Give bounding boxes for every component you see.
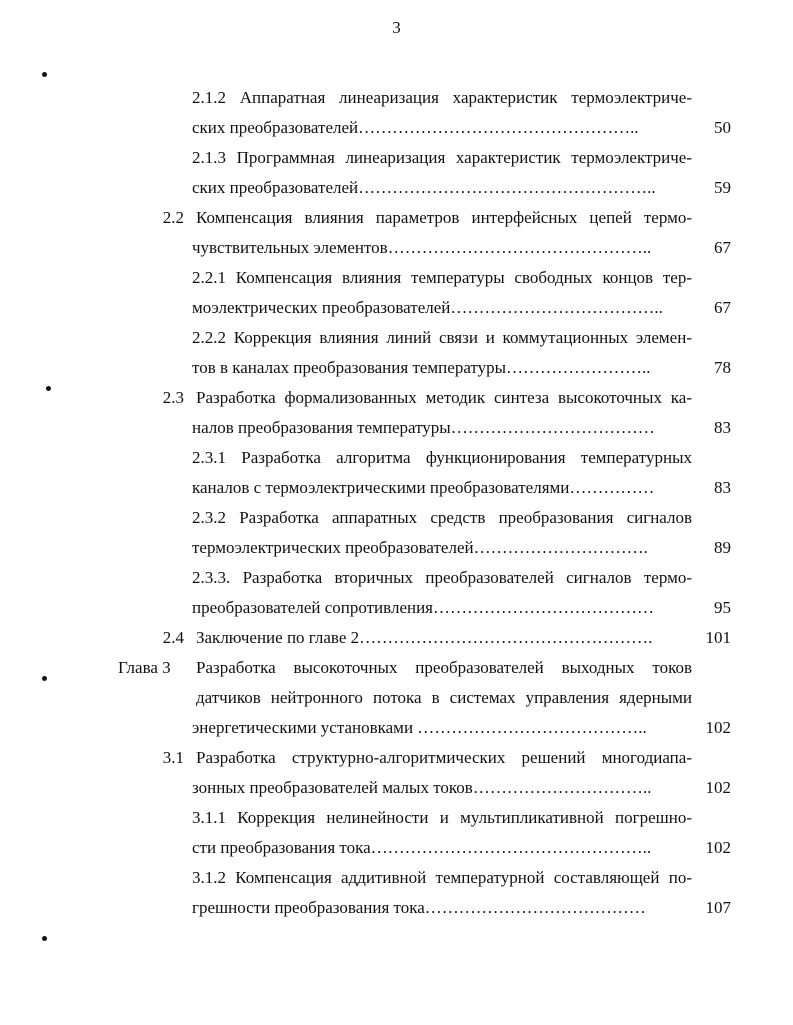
toc-entry-line: 3.1.2 Компенсация аддитивной температурной составляющей по-	[192, 868, 692, 887]
toc-entry-page: 102	[705, 838, 731, 857]
toc-entry-page: 95	[714, 598, 731, 617]
toc-entry-page: 102	[705, 718, 731, 737]
toc-entry-line: 2.1.3 Программная линеаризация характеристик термоэлектриче-	[192, 148, 692, 167]
toc-entry-line: преобразователей сопротивления…………………………………	[192, 598, 655, 617]
toc-entry-line: 2.2.2 Коррекция влияния линий связи и коммутационных элемен-	[192, 328, 692, 347]
toc-entry-number: Глава 3	[118, 658, 171, 677]
toc-entry-page: 89	[714, 538, 731, 557]
toc-entry-page: 83	[714, 418, 731, 437]
toc-entry-line: ских преобразователей……………………………………………..	[192, 178, 656, 197]
toc-entry-number: 2.4	[162, 628, 184, 647]
toc-entry-line: моэлектрических преобразователей………………………………..	[192, 298, 663, 317]
toc-entry-page: 59	[714, 178, 731, 197]
toc-entry-line: 2.1.2 Аппаратная линеаризация характеристик термоэлектриче-	[192, 88, 692, 107]
toc-entry-page: 83	[714, 478, 731, 497]
toc-entry-line: налов преобразования температуры………………………………	[192, 418, 655, 437]
toc-entry-page: 67	[714, 238, 731, 257]
toc-entry-number: 2.3	[162, 388, 184, 407]
toc-entry-page: 107	[705, 898, 731, 917]
toc-entry-line: Разработка формализованных методик синтеза высокоточных ка-	[196, 388, 692, 407]
toc-entry-line: зонных преобразователей малых токов…………………………..	[192, 778, 652, 797]
toc-entry-line: термоэлектрических преобразователей………………………….	[192, 538, 648, 557]
toc-entry-line: 2.3.2 Разработка аппаратных средств преобразования сигналов	[192, 508, 692, 527]
margin-dot	[46, 386, 51, 391]
toc-entry-line: Заключение по главе 2…………………………………………….	[196, 628, 653, 647]
toc-entry-number: 2.2	[162, 208, 184, 227]
toc-entry-number: 3.1	[162, 748, 184, 767]
toc-entry-line: Разработка высокоточных преобразователей выходных токов	[196, 658, 692, 677]
toc-entry-page: 78	[714, 358, 731, 377]
toc-entry-line: Компенсация влияния параметров интерфейсных цепей термо-	[196, 208, 692, 227]
page-number: 3	[392, 18, 401, 37]
toc-entry-line: каналов с термоэлектрическими преобразователями……………	[192, 478, 655, 497]
margin-dot	[42, 676, 47, 681]
toc-entry-line: тов в каналах преобразования температуры……………………..	[192, 358, 651, 377]
toc-entry-line: 3.1.1 Коррекция нелинейности и мультипликативной погрешно-	[192, 808, 692, 827]
margin-dot	[42, 72, 47, 77]
toc-entry-page: 67	[714, 298, 731, 317]
toc-entry-line: 2.3.1 Разработка алгоритма функционирования температурных	[192, 448, 692, 467]
toc-entry-line: чувствительных элементов………………………………………..	[192, 238, 652, 257]
toc-entry-page: 102	[705, 778, 731, 797]
toc-entry-line: 2.3.3. Разработка вторичных преобразователей сигналов термо-	[192, 568, 692, 587]
margin-dot	[42, 936, 47, 941]
toc-entry-page: 101	[705, 628, 731, 647]
toc-entry-line: сти преобразования тока…………………………………………..	[192, 838, 652, 857]
toc-entry-line: 2.2.1 Компенсация влияния температуры свободных концов тер-	[192, 268, 692, 287]
toc-entry-line: ских преобразователей…………………………………………..	[192, 118, 639, 137]
toc-entry-line: Разработка структурно-алгоритмических решений многодиапа-	[196, 748, 692, 767]
toc-entry-page: 50	[714, 118, 731, 137]
toc-entry-line: датчиков нейтронного потока в системах управления ядерными	[196, 688, 692, 707]
toc-entry-line: энергетическими установками …………………………………..	[192, 718, 647, 737]
toc-entry-line: грешности преобразования тока…………………………………	[192, 898, 646, 917]
